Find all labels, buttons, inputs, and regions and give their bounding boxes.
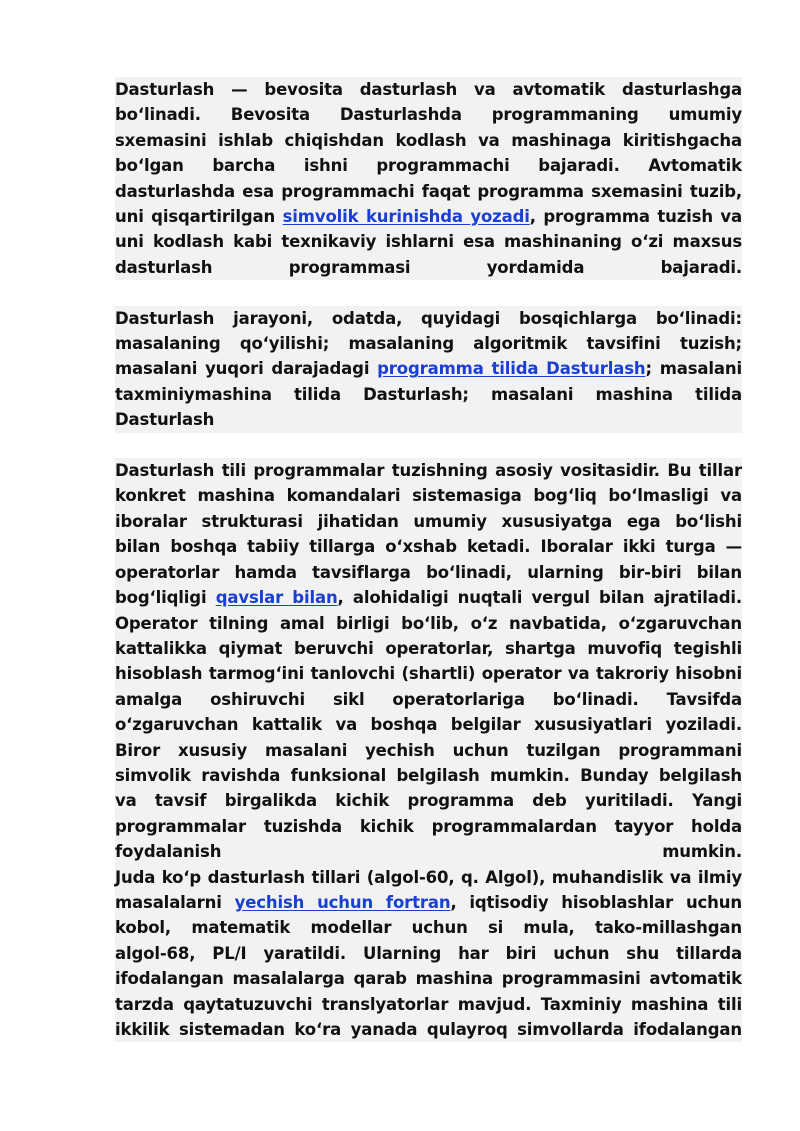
paragraph-3 xyxy=(115,458,742,1042)
text-line: bo‘linadi. Bevosita Dasturlashda programmaning umumiy xyxy=(115,102,742,127)
paragraph-1 xyxy=(115,77,742,280)
text-line: Operator tilning amal birligi bo‘lib, o‘z navbatida, o‘zgaruvchan xyxy=(115,611,742,636)
text-line: kobol, matematik modellar uchun si mula, tako-millashgan xyxy=(115,915,742,940)
text-line: iboralar strukturasi jihatidan umumiy xususiyatga ega bo‘lishi xyxy=(115,509,742,534)
paragraph-gap xyxy=(115,433,742,458)
text-line: Dasturlash tili programmalar tuzishning asosiy vositasidir. Bu tillar xyxy=(115,458,742,483)
text-line: taxminiymashina tilida Dasturlash; masalani mashina tilida xyxy=(115,382,742,407)
link-yechish-uchun-fortran[interactable]: yechish uchun fortran xyxy=(234,892,451,912)
text-line: Juda ko‘p dasturlash tillari (algol-60, q. Algol), muhandislik va ilmiy xyxy=(115,865,742,890)
text-line: simvolik ravishda funksional belgilash mumkin. Bunday belgilash xyxy=(115,763,742,788)
text-line: hisoblash tarmog‘ini tanlovchi (shartli) operator va takroriy hisobni xyxy=(115,661,742,686)
text-line: sxemasini ishlab chiqishdan kodlash va mashinaga kiritishgacha xyxy=(115,128,742,153)
text-fragment: , programma tuzish va xyxy=(529,207,743,227)
text-line: Dasturlash — bevosita dasturlash va avtomatik dasturlashga xyxy=(115,77,742,102)
text-fragment: masalani yuqori darajadagi xyxy=(115,359,378,379)
text-fragment: , alohidaligi nuqtali vergul bilan ajratiladi. xyxy=(337,588,742,608)
text-line: Dasturlash jarayoni, odatda, quyidagi bosqichlarga bo‘linadi: xyxy=(115,306,742,331)
text-line: foydalanish mumkin. xyxy=(115,839,742,864)
text-line: dasturlashda esa programmachi faqat programma sxemasini tuzib, xyxy=(115,179,742,204)
text-line: ikkilik sistemadan ko‘ra yanada qulayroq simvollarda ifodalangan xyxy=(115,1017,742,1042)
text-line xyxy=(115,585,742,610)
text-fragment: bog‘liqligi xyxy=(115,588,216,608)
text-line: algol-68, PL/I yaratildi. Ularning har biri uchun shu tillarda xyxy=(115,941,742,966)
text-fragment: masalalarni xyxy=(115,892,235,912)
text-line: masalaning qo‘yilishi; masalaning algoritmik tavsifini tuzish; xyxy=(115,331,742,356)
text-line xyxy=(115,356,742,381)
paragraph-2 xyxy=(115,306,742,433)
text-line: Dasturlash xyxy=(115,407,742,432)
text-line: operatorlar hamda tavsiflarga bo‘linadi, ularning bir-biri bilan xyxy=(115,560,742,585)
text-line: kattalikka qiymat beruvchi operatorlar, shartga muvofiq tegishli xyxy=(115,636,742,661)
text-line: programmalar tuzishda kichik programmalardan tayyor holda xyxy=(115,814,742,839)
text-line xyxy=(115,204,742,229)
text-line: o‘zgaruvchan kattalik va boshqa belgilar xususiyatlari yoziladi. xyxy=(115,712,742,737)
text-line: va tavsif birgalikda kichik programma deb yuritiladi. Yangi xyxy=(115,788,742,813)
text-line: konkret mashina komandalari sistemasiga bog‘liq bo‘lmasligi va xyxy=(115,483,742,508)
text-line xyxy=(115,890,742,915)
text-line: bo‘lgan barcha ishni programmachi bajaradi. Avtomatik xyxy=(115,153,742,178)
text-line: dasturlash programmasi yordamida bajaradi. xyxy=(115,255,742,280)
text-line: Biror xususiy masalani yechish uchun tuzilgan programmani xyxy=(115,738,742,763)
text-fragment: uni qisqartirilgan xyxy=(115,207,283,227)
text-fragment: , iqtisodiy hisoblashlar uchun xyxy=(450,892,742,912)
document-body xyxy=(115,77,742,1042)
text-line: ifodalangan masalalarga qarab mashina programmasini avtomatik xyxy=(115,966,742,991)
text-line: bilan boshqa tabiiy tillarga o‘xshab ketadi. Iboralar ikki turga — xyxy=(115,534,742,559)
text-line: tarzda qaytatuzuvchi translyatorlar mavjud. Taxminiy mashina tili xyxy=(115,992,742,1017)
text-line: uni kodlash kabi texnikaviy ishlarni esa mashinaning o‘zi maxsus xyxy=(115,229,742,254)
paragraph-gap xyxy=(115,280,742,305)
text-fragment: ; masalani xyxy=(645,359,742,379)
link-programma-tilida-dasturlash[interactable]: programma tilida Dasturlash xyxy=(377,359,646,379)
link-qavslar-bilan[interactable]: qavslar bilan xyxy=(215,588,338,608)
text-line: amalga oshiruvchi sikl operatorlariga bo‘linadi. Tavsifda xyxy=(115,687,742,712)
link-simvolik-kurinishda-yozadi[interactable]: simvolik kurinishda yozadi xyxy=(282,207,530,227)
